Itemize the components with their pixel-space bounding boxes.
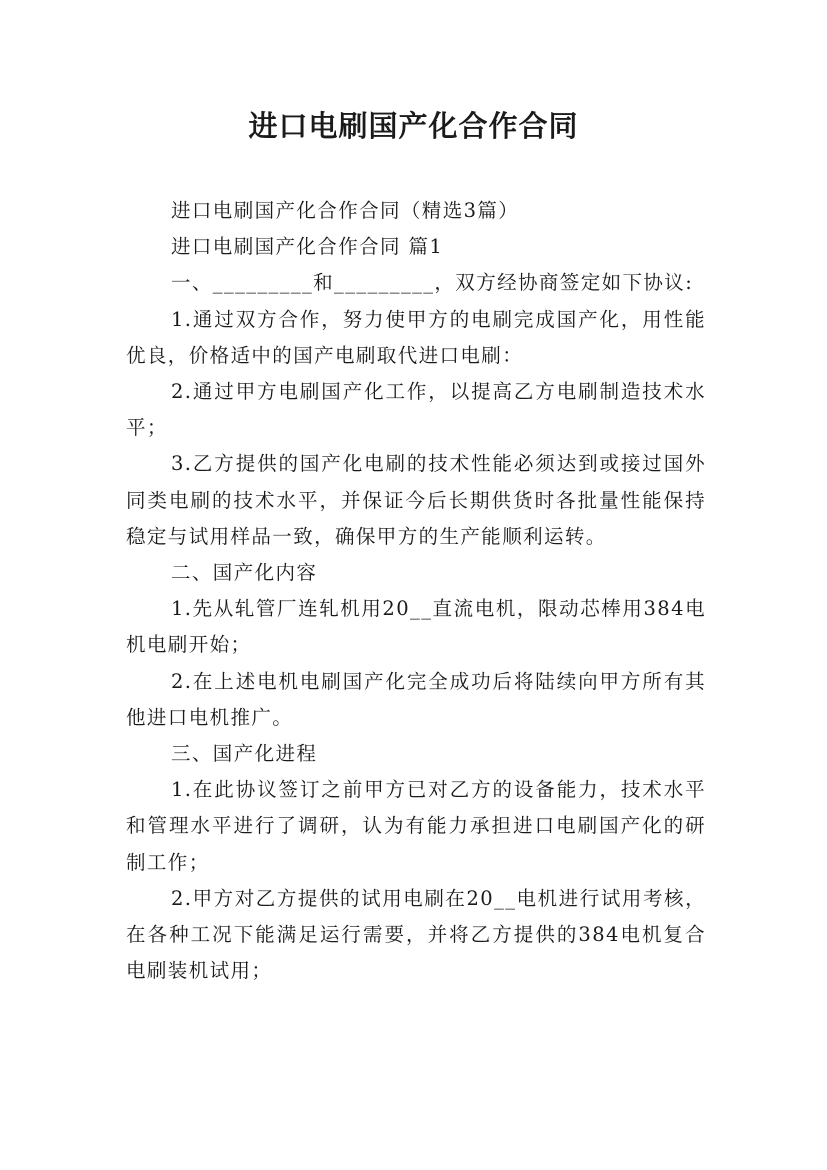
paragraph-clause-2-1: 1.先从轧管厂连轧机用20__直流电机，限动芯棒用384电机电刷开始；	[126, 597, 706, 657]
paragraph-clause-1-3: 3.乙方提供的国产化电刷的技术性能必须达到或接过国外同类电刷的技术水平，并保证今后长期供货时各批量性能保持稳定与试用样品一致，确保甲方的生产能顺利运转。	[126, 452, 706, 548]
heading-section-3: 三、国产化进程	[171, 742, 318, 766]
document-title: 进口电刷国产化合作合同	[248, 109, 579, 143]
paragraph-clause-3-2: 2.甲方对乙方提供的试用电刷在20__电机进行试用考核，在各种工况下能满足运行需要，并将乙方提供的384电机复合电刷装机试用；	[126, 886, 706, 983]
paragraph-section-heading: 进口电刷国产化合作合同 篇1	[171, 235, 444, 259]
paragraph-subtitle: 进口电刷国产化合作合同（精选3篇）	[171, 199, 520, 222]
paragraph-parties: 一、_________和_________，双方经协商签定如下协议:	[171, 271, 694, 295]
heading-section-2: 二、国产化内容	[171, 561, 318, 585]
paragraph-clause-1-1: 1.通过双方合作，努力使甲方的电刷完成国产化，用性能优良，价格适中的国产电刷取代进口电刷：	[126, 307, 706, 367]
paragraph-clause-1-2: 2.通过甲方电刷国产化工作，以提高乙方电刷制造技术水平；	[126, 380, 706, 440]
document-body	[126, 193, 706, 989]
paragraph-clause-3-1: 1.在此协议签订之前甲方已对乙方的设备能力，技术水平和管理水平进行了调研，认为有能力承担进口电刷国产化的研制工作；	[126, 778, 706, 874]
paragraph-clause-2-2: 2.在上述电机电刷国产化完全成功后将陆续向甲方所有其他进口电机推广。	[126, 669, 706, 729]
